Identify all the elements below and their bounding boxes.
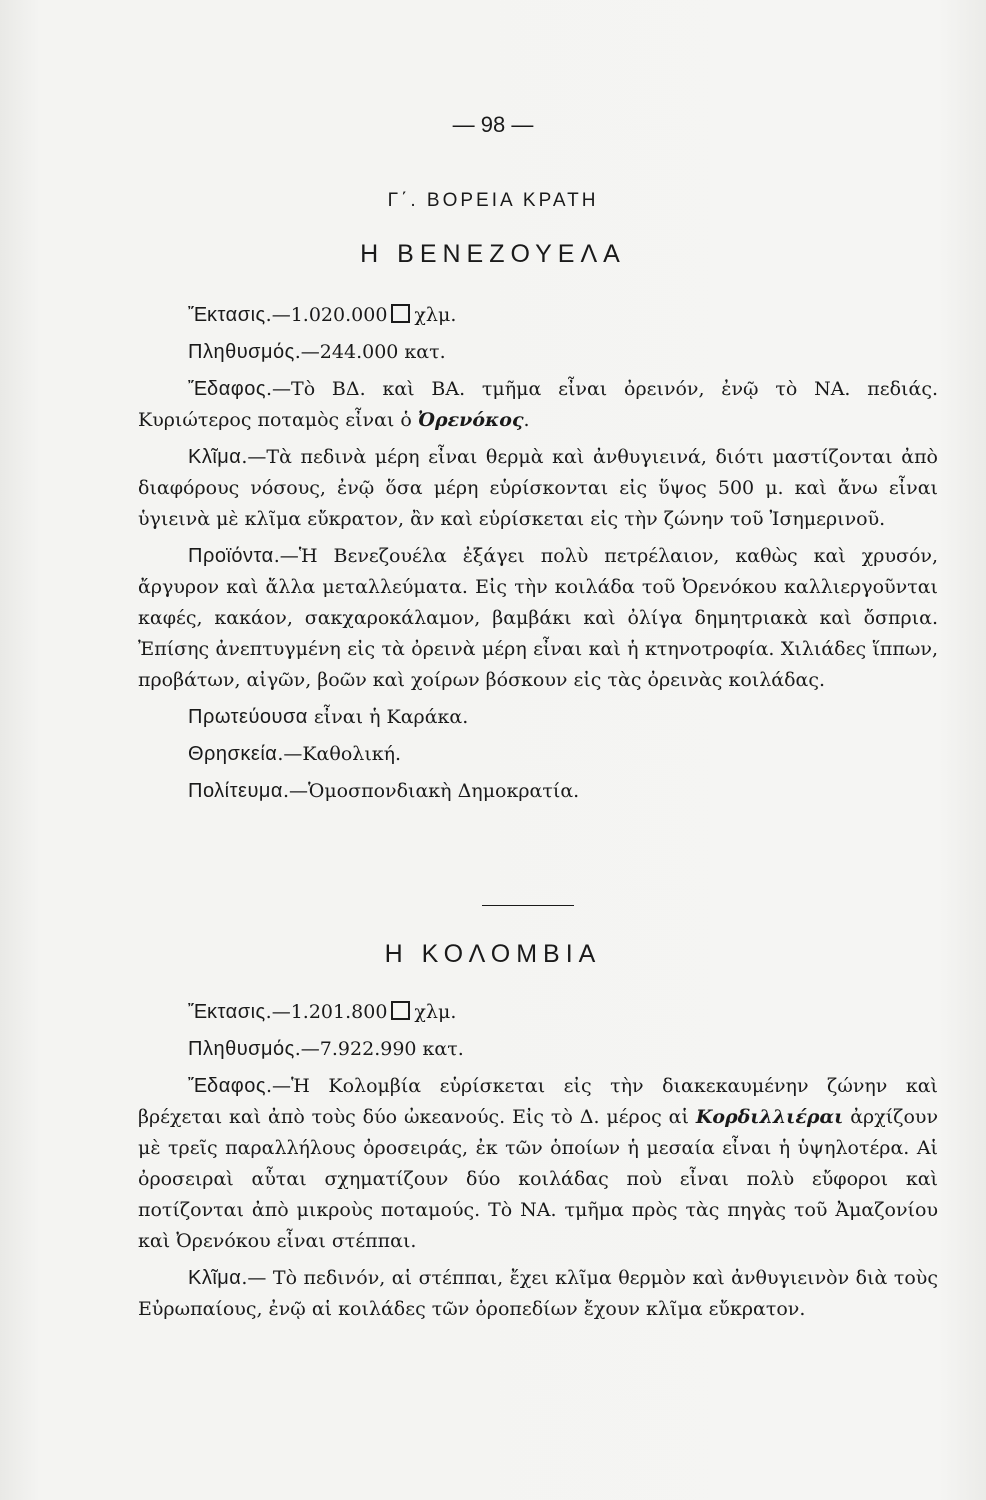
religion-label: Θρησκεία — [188, 743, 278, 765]
area-unit: χλμ. — [414, 304, 457, 326]
terrain-end: . — [523, 409, 530, 431]
venezuela-title: Η ΒΕΝΕΖΟΥΕΛΑ — [360, 240, 626, 268]
colombia-terrain — [138, 1071, 938, 1257]
venezuela-area — [138, 300, 938, 331]
venezuela-population — [138, 337, 938, 368]
climate-label: Κλῖμα — [188, 1267, 242, 1289]
colombia-section — [138, 997, 938, 1325]
population-label: Πληθυσμός — [188, 341, 295, 363]
terrain-mountains: Κορδιλλιέραι — [695, 1106, 844, 1128]
section-divider — [482, 905, 574, 906]
terrain-text: .—Ἡ Κολομβία εὑρίσκεται εἰς τὴν διακεκαυμένην ζώνην καὶ βρέχεται καὶ ἀπὸ τοὺς δύο ὠκεανούς. Εἰς τὸ Δ. μέρος αἱ — [138, 1075, 938, 1128]
climate-text: .—Τὰ πεδινὰ μέρη εἶναι θερμὰ καὶ ἀνθυγιεινά, διότι μαστίζονται ἀπὸ διαφόρους νόσους, ἐνῷ ὅσα μέρη εὑρίσκονται εἰς ὕψος 500 μ. καὶ ἄνω εἶναι ὑγιεινὰ μὲ κλῖμα εὔκρατον, ἂν καὶ εὑρίσκεται εἰς τὴν ζώνην τοῦ Ἰσημερινοῦ. — [138, 446, 938, 530]
terrain-end: ἀρχίζουν μὲ τρεῖς παραλλήλους ὀροσειράς, ἐκ τῶν ὁποίων ἡ μεσαία εἶναι ἡ ὑψηλοτέρα. Αἱ ὀροσειραὶ αὗται σχηματίζουν δύο κοιλάδας ποὺ εἶναι πολὺ εὔφοροι καὶ ποτίζονται ἀπὸ μικροὺς ποταμούς. Τὸ ΝΑ. τμῆμα πρὸς τὰς πηγὰς τοῦ Ἀμαζονίου καὶ Ὀρενόκου εἶναι στέππαι. — [138, 1106, 939, 1252]
products-text: .—Ἡ Βενεζουέλα ἐξάγει πολὺ πετρέλαιον, καθὼς καὶ χρυσόν, ἄργυρον καὶ ἄλλα μεταλλεύματα. Εἰς τὴν κοιλάδα τοῦ Ὀρενόκου καλλιεργοῦνται καφές, κακάον, σακχαροκάλαμον, βαμβάκι καὶ ὀλίγα δημητριακὰ καὶ ὄσπρια. Ἐπίσης ἀνεπτυγμένη εἰς τὰ ὀρεινὰ μέρη εἶναι καὶ ἡ κτηνοτροφία. Χιλιάδες ἵππων, προβάτων, αἰγῶν, βοῶν καὶ χοίρων βόσκουν εἰς τὰς ὀρεινὰς κοιλάδας. — [138, 545, 938, 691]
capital-text: εἶναι ἡ Καράκα. — [307, 706, 469, 728]
population-value: .—7.922.990 κατ. — [294, 1038, 464, 1060]
venezuela-products — [138, 541, 938, 696]
religion-text: .—Καθολική. — [277, 743, 402, 765]
colombia-area — [138, 997, 938, 1028]
square-km-icon — [391, 1001, 410, 1020]
terrain-label: Ἔδαφος — [188, 378, 266, 400]
colombia-climate — [138, 1263, 938, 1325]
venezuela-section — [138, 300, 938, 807]
square-km-icon — [391, 304, 410, 323]
area-value: .—1.201.800 — [265, 1001, 388, 1023]
colombia-population — [138, 1034, 938, 1065]
population-label: Πληθυσμός — [188, 1038, 295, 1060]
venezuela-government — [138, 776, 938, 807]
area-label: Ἔκτασις — [188, 304, 266, 326]
government-text: .—Ὁμοσπονδιακὴ Δημοκρατία. — [282, 780, 580, 802]
venezuela-capital — [138, 702, 938, 733]
area-label: Ἔκτασις — [188, 1001, 266, 1023]
venezuela-terrain — [138, 374, 938, 436]
terrain-text: .—Τὸ ΒΔ. καὶ ΒΑ. τμῆμα εἶναι ὀρεινόν, ἐνῷ τὸ ΝΑ. πεδιάς. Κυριώτερος ποταμὸς εἶναι ὁ — [138, 378, 938, 431]
climate-label: Κλῖμα — [188, 446, 242, 468]
colombia-title: Η ΚΟΛΟΜΒΙΑ — [384, 940, 602, 968]
capital-label: Πρωτεύουσα — [188, 706, 308, 728]
section-title: Γ΄. ΒΟΡΕΙΑ ΚΡΑΤΗ — [387, 190, 599, 211]
terrain-river: Ὀρενόκος — [417, 409, 524, 431]
government-label: Πολίτευμα — [188, 780, 283, 802]
venezuela-religion — [138, 739, 938, 770]
area-value: .—1.020.000 — [265, 304, 388, 326]
products-label: Προϊόντα — [188, 545, 274, 567]
climate-text: .— Τὸ πεδινόν, αἱ στέππαι, ἔχει κλῖμα θερμὸν καὶ ἀνθυγιεινὸν διὰ τοὺς Εὐρωπαίους, ἐνῷ αἱ κοιλάδες τῶν ὀροπεδίων ἔχουν κλῖμα εὔκρατον. — [138, 1267, 938, 1320]
page-number: — 98 — — [452, 112, 534, 137]
area-unit: χλμ. — [414, 1001, 457, 1023]
terrain-label: Ἔδαφος — [188, 1075, 266, 1097]
population-value: .—244.000 κατ. — [294, 341, 446, 363]
venezuela-climate — [138, 442, 938, 535]
